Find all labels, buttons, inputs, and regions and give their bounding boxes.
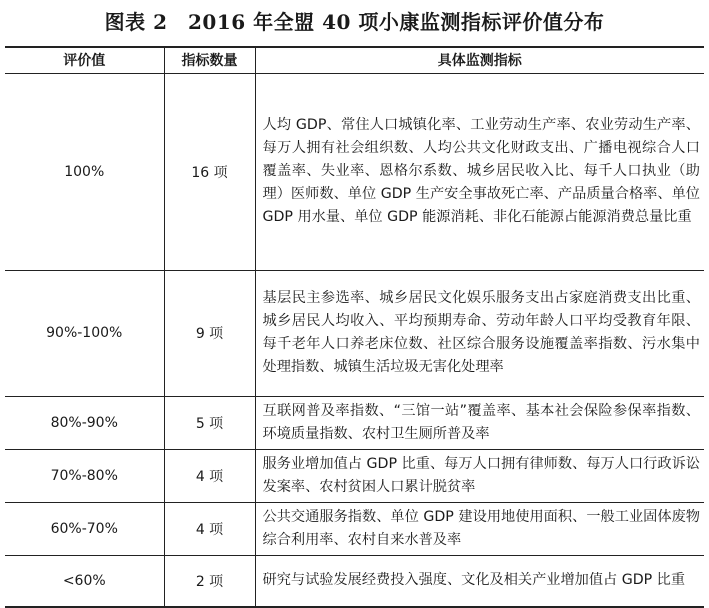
cell-level: 90%-100% <box>5 270 164 396</box>
table-row <box>5 270 704 396</box>
cell-level: 70%-80% <box>5 449 164 502</box>
cell-count: 2 项 <box>164 555 255 607</box>
cell-desc: 互联网普及率指数、“三馆一站”覆盖率、基本社会保险参保率指数、环境质量指数、农村卫生厕所普及率 <box>255 396 704 449</box>
header-level: 评价值 <box>5 47 164 73</box>
table-title: 图表 2 2016 年全盟 40 项小康监测指标评价值分布 <box>104 10 605 34</box>
cell-level: 100% <box>5 73 164 270</box>
table-row <box>5 73 704 270</box>
table-row <box>5 502 704 555</box>
table-row <box>5 555 704 607</box>
table-row <box>5 449 704 502</box>
cell-desc: 人均 GDP、常住人口城镇化率、工业劳动生产率、农业劳动生产率、每万人拥有社会组织数、人均公共文化财政支出、广播电视综合人口覆盖率、失业率、恩格尔系数、城乡居民收入比、每千人口执业（助理）医师数、单位 GDP 生产安全事故死亡率、产品质量合格率、单位 GDP 用水量、单位 GDP 能源消耗、非化石能源占能源消费总量比重 <box>255 73 704 270</box>
table-header-row <box>5 47 704 73</box>
cell-count: 9 项 <box>164 270 255 396</box>
indicator-table <box>5 46 704 608</box>
table-row <box>5 396 704 449</box>
cell-count: 4 项 <box>164 449 255 502</box>
cell-desc: 基层民主参选率、城乡居民文化娱乐服务支出占家庭消费支出比重、城乡居民人均收入、平均预期寿命、劳动年龄人口平均受教育年限、每千老年人口养老床位数、社区综合服务设施覆盖率指数、污水集中处理指数、城镇生活垃圾无害化处理率 <box>255 270 704 396</box>
header-desc: 具体监测指标 <box>255 47 704 73</box>
header-count: 指标数量 <box>164 47 255 73</box>
cell-count: 5 项 <box>164 396 255 449</box>
cell-count: 4 项 <box>164 502 255 555</box>
cell-level: 60%-70% <box>5 502 164 555</box>
cell-level: <60% <box>5 555 164 607</box>
cell-desc: 研究与试验发展经费投入强度、文化及相关产业增加值占 GDP 比重 <box>255 555 704 607</box>
cell-desc: 服务业增加值占 GDP 比重、每万人口拥有律师数、每万人口行政诉讼发案率、农村贫困人口累计脱贫率 <box>255 449 704 502</box>
cell-count: 16 项 <box>164 73 255 270</box>
cell-level: 80%-90% <box>5 396 164 449</box>
cell-desc: 公共交通服务指数、单位 GDP 建设用地使用面积、一般工业固体废物综合利用率、农村自来水普及率 <box>255 502 704 555</box>
